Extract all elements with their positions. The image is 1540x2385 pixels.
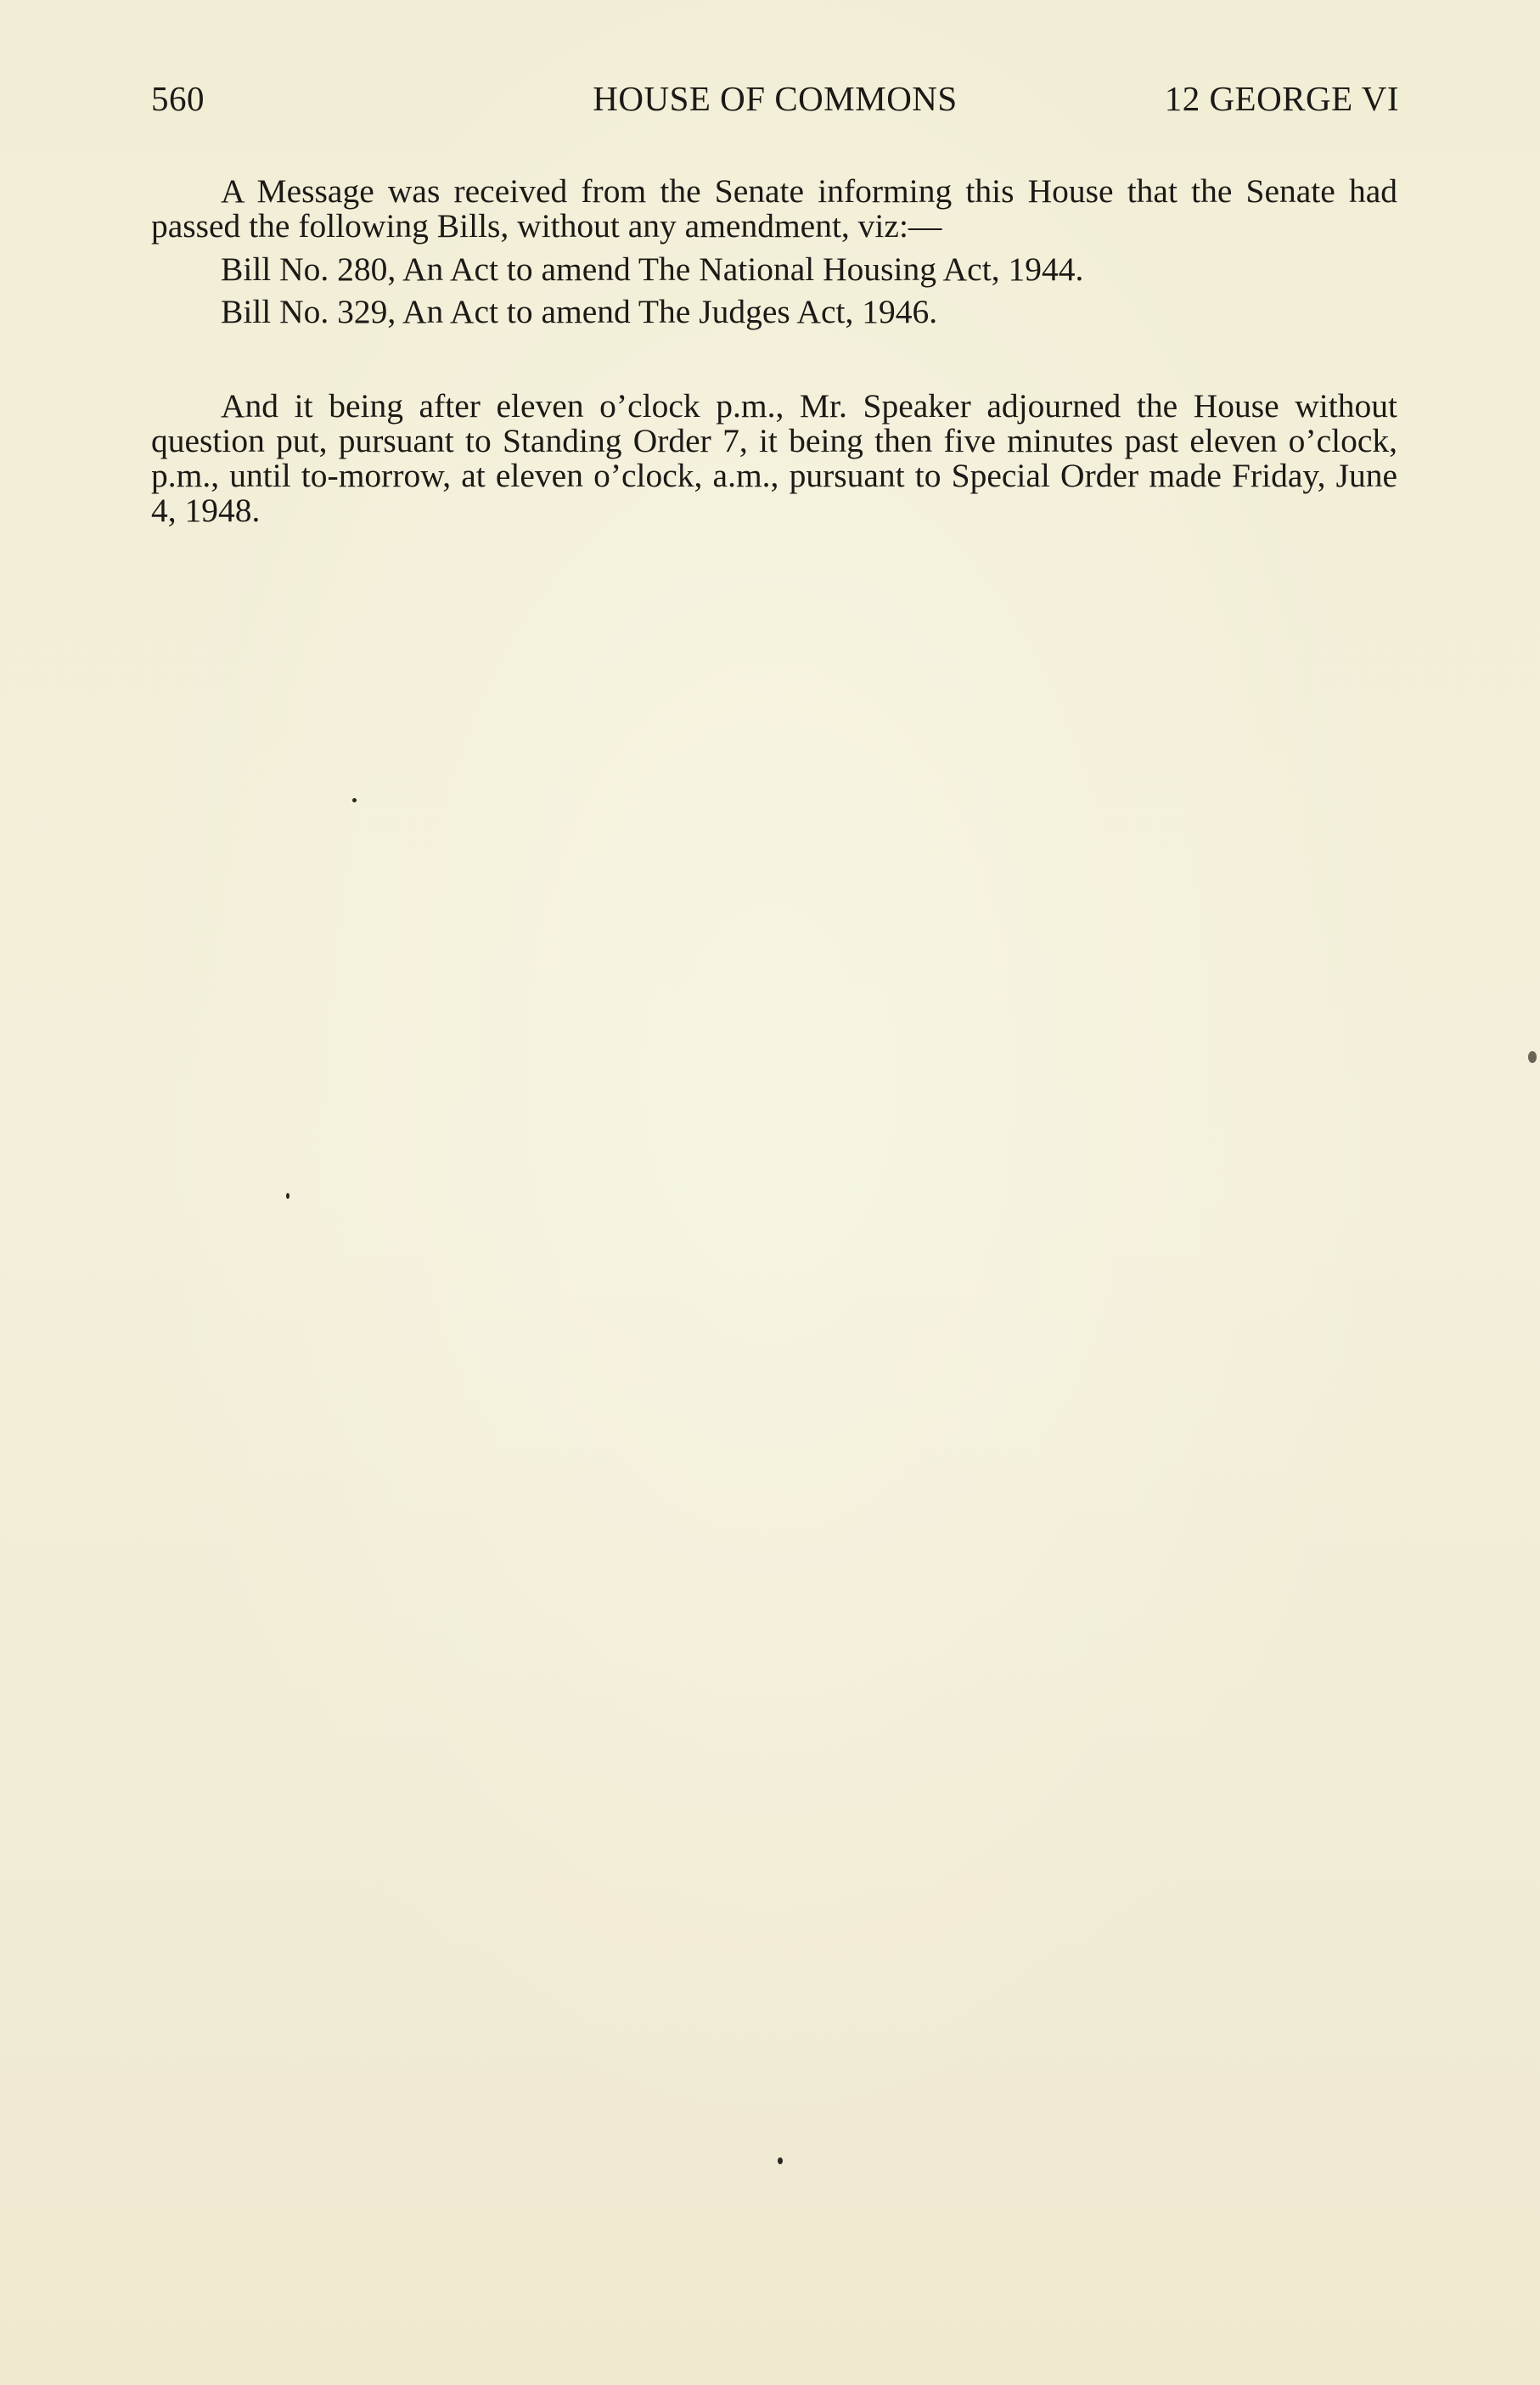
ink-speck: [1528, 1051, 1537, 1063]
bill-item: Bill No. 280, An Act to amend The National Housing Act, 1944.: [221, 250, 1084, 288]
senate-message-paragraph: A Message was received from the Senate informing this House that the Senate had passed the following Bills, without any amendment, viz:—: [151, 172, 1397, 245]
page-title: HOUSE OF COMMONS: [593, 79, 958, 118]
ink-speck: [352, 798, 357, 802]
adjournment-paragraph: And it being after eleven o’clock p.m., Mr. Speaker adjourned the House without question put, pursuant to Standing Order 7, it being then five minutes past eleven o’clock, p.m., until to-morrow, at eleven o’clock, a.m., pursuant to Special Order made Friday, June 4, 1948.: [151, 387, 1397, 529]
ink-speck: [286, 1193, 289, 1199]
ink-speck: [778, 2157, 783, 2164]
regnal-year: 12 GEORGE VI: [1164, 79, 1399, 118]
bill-item: Bill No. 329, An Act to amend The Judges Act, 1946.: [221, 293, 938, 330]
page-number: 560: [151, 79, 205, 118]
running-header: [151, 78, 1399, 121]
